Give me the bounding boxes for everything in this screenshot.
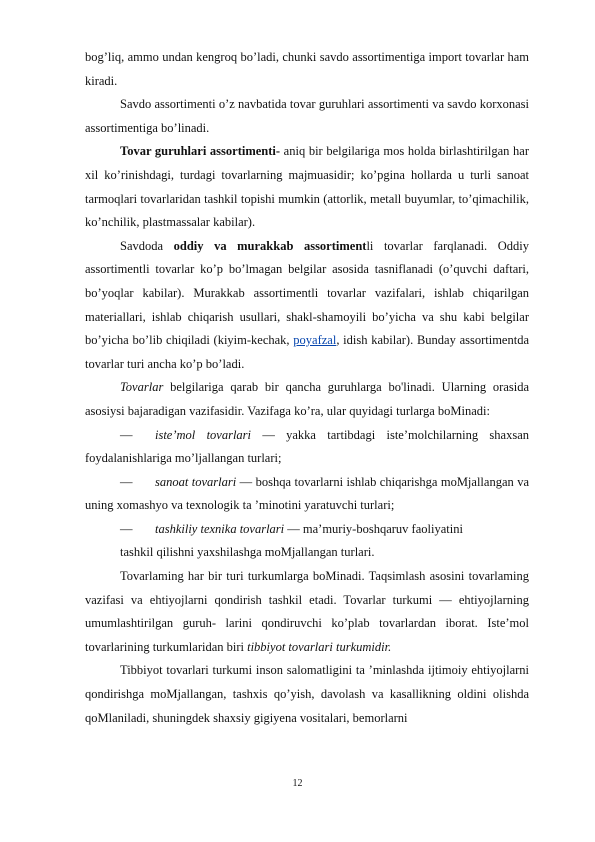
- paragraph-3-text: aniq bir belgilariga mos holda birlashtirilgan har xil ko’rinishdagi, turdagi tovarlarning majmuasidir; ko’pgina hollarda u turli sanoat tarmoqlari tovarlaridan tashkil topishi mumkin (attorlik, metall buyumlar, to’qimachilik, ko’nchilik, plastmassalar kabilar).: [85, 144, 529, 230]
- dash-marker: —: [120, 427, 133, 442]
- page-number: 12: [292, 778, 303, 789]
- paragraph-5: [85, 376, 529, 423]
- term-oddiy-murakkab: oddiy va murakkab assortiment: [163, 238, 367, 253]
- paragraph-5-text: belgilariga qarab bir qancha guruhlarga bo'linadi. Ularning orasida asosiysi bajaradigan vazifasidir. Vazifaga ko’ra, ular quyidagi turlarga boMinadi:: [85, 380, 529, 418]
- paragraph-6-text: Tovarlaming har bir turi turkumlarga boMinadi. Taqsimlash asosini tovarlaming vazifasi va ehtiyojlarni qondirish tashkil etadi. Tovarlar turkumi — ehtiyojlarning umumlashtirilgan guruh- larini qondiruvchi ko’plab tovarlardan iborat. Iste’mol tovarlarining turkumlaridan biri: [85, 569, 529, 654]
- term-iste-mol: iste’mol tovarlari: [155, 427, 252, 442]
- poyafzal-link[interactable]: poyafzal: [293, 333, 337, 348]
- list-item-3-continuation: tashkil qilishni yaxshilashga moMjallangan turlari.: [120, 545, 375, 560]
- list-item-tashkiliy: [85, 518, 529, 542]
- paragraph-4-start: Savdoda: [120, 238, 164, 253]
- list-item-1-text: — yakka tartibdagi iste’molchilarning shaxsan foydalanishlariga mo’ljallangan turlari;: [85, 427, 530, 466]
- term-tibbiyot: tibbiyot tovarlari turkumidir.: [247, 639, 392, 654]
- list-item-iste-mol: [85, 424, 529, 471]
- term-sanoat: sanoat tovarlari: [155, 474, 237, 489]
- list-item-sanoat: [85, 471, 529, 518]
- paragraph-3: [85, 140, 529, 234]
- dash-marker: —: [120, 521, 133, 536]
- paragraph-7: Tibbiyot tovarlari turkumi inson salomatligini ta ’minlashda ijtimoiy ehtiyojlarni qondirishga moMjallangan, tashxis qo’yish, davolash va kasallikning oldini olishda qoMlaniladi, shuningdek shaxsiy gigiyena vositalari, bemorlarni: [85, 663, 529, 725]
- paragraph-1: bog’liq, ammo undan kengroq bo’ladi, chunki savdo assortimentiga import tovarlar ham kiradi.: [85, 50, 529, 88]
- list-item-2-text: — boshqa tovarlarni ishlab chiqarishga moMjallangan va uning xomashyo va texnologik ta ’minotini yaratuvchi turlari;: [85, 474, 529, 513]
- term-tashkiliy: tashkiliy texnika tovarlari: [155, 521, 285, 536]
- paragraph-2: Savdo assortimenti o’z navbatida tovar guruhlari assortimenti va savdo korxonasi assortimentiga bo’linadi.: [85, 97, 529, 135]
- term-tovarlar: Tovarlar: [120, 380, 164, 395]
- list-item-3-text: — ma’muriy-boshqaruv faoliyatini: [284, 521, 463, 536]
- paragraph-4-middle: li tovarlar farqlanadi. Oddiy assortimentli tovarlar ko’p bo’lmagan belgilar asosida tasniflanadi (o’quvchi daftari, bo’yoqlar kabilar). Murakkab assortimentli tovarlar vazifalari, ishlab chiqarilgan materiallari, ishlab chiqarish usullari, shakl-shamoyili bo’yicha va shu kabi belgilar bo’yicha bo’lib chiqiladi (kiyim-kechak,: [85, 238, 529, 348]
- paragraph-6: [85, 565, 529, 659]
- dash-marker: —: [120, 474, 133, 489]
- document-body: [85, 46, 529, 730]
- paragraph-4: [85, 235, 529, 377]
- term-tovar-guruhlari: Tovar guruhlari assortimenti-: [120, 144, 281, 159]
- paragraph-4-end: , idish kabilar). Bunday assortimentda tovarlar turi ancha ko’p bo’ladi.: [85, 333, 529, 371]
